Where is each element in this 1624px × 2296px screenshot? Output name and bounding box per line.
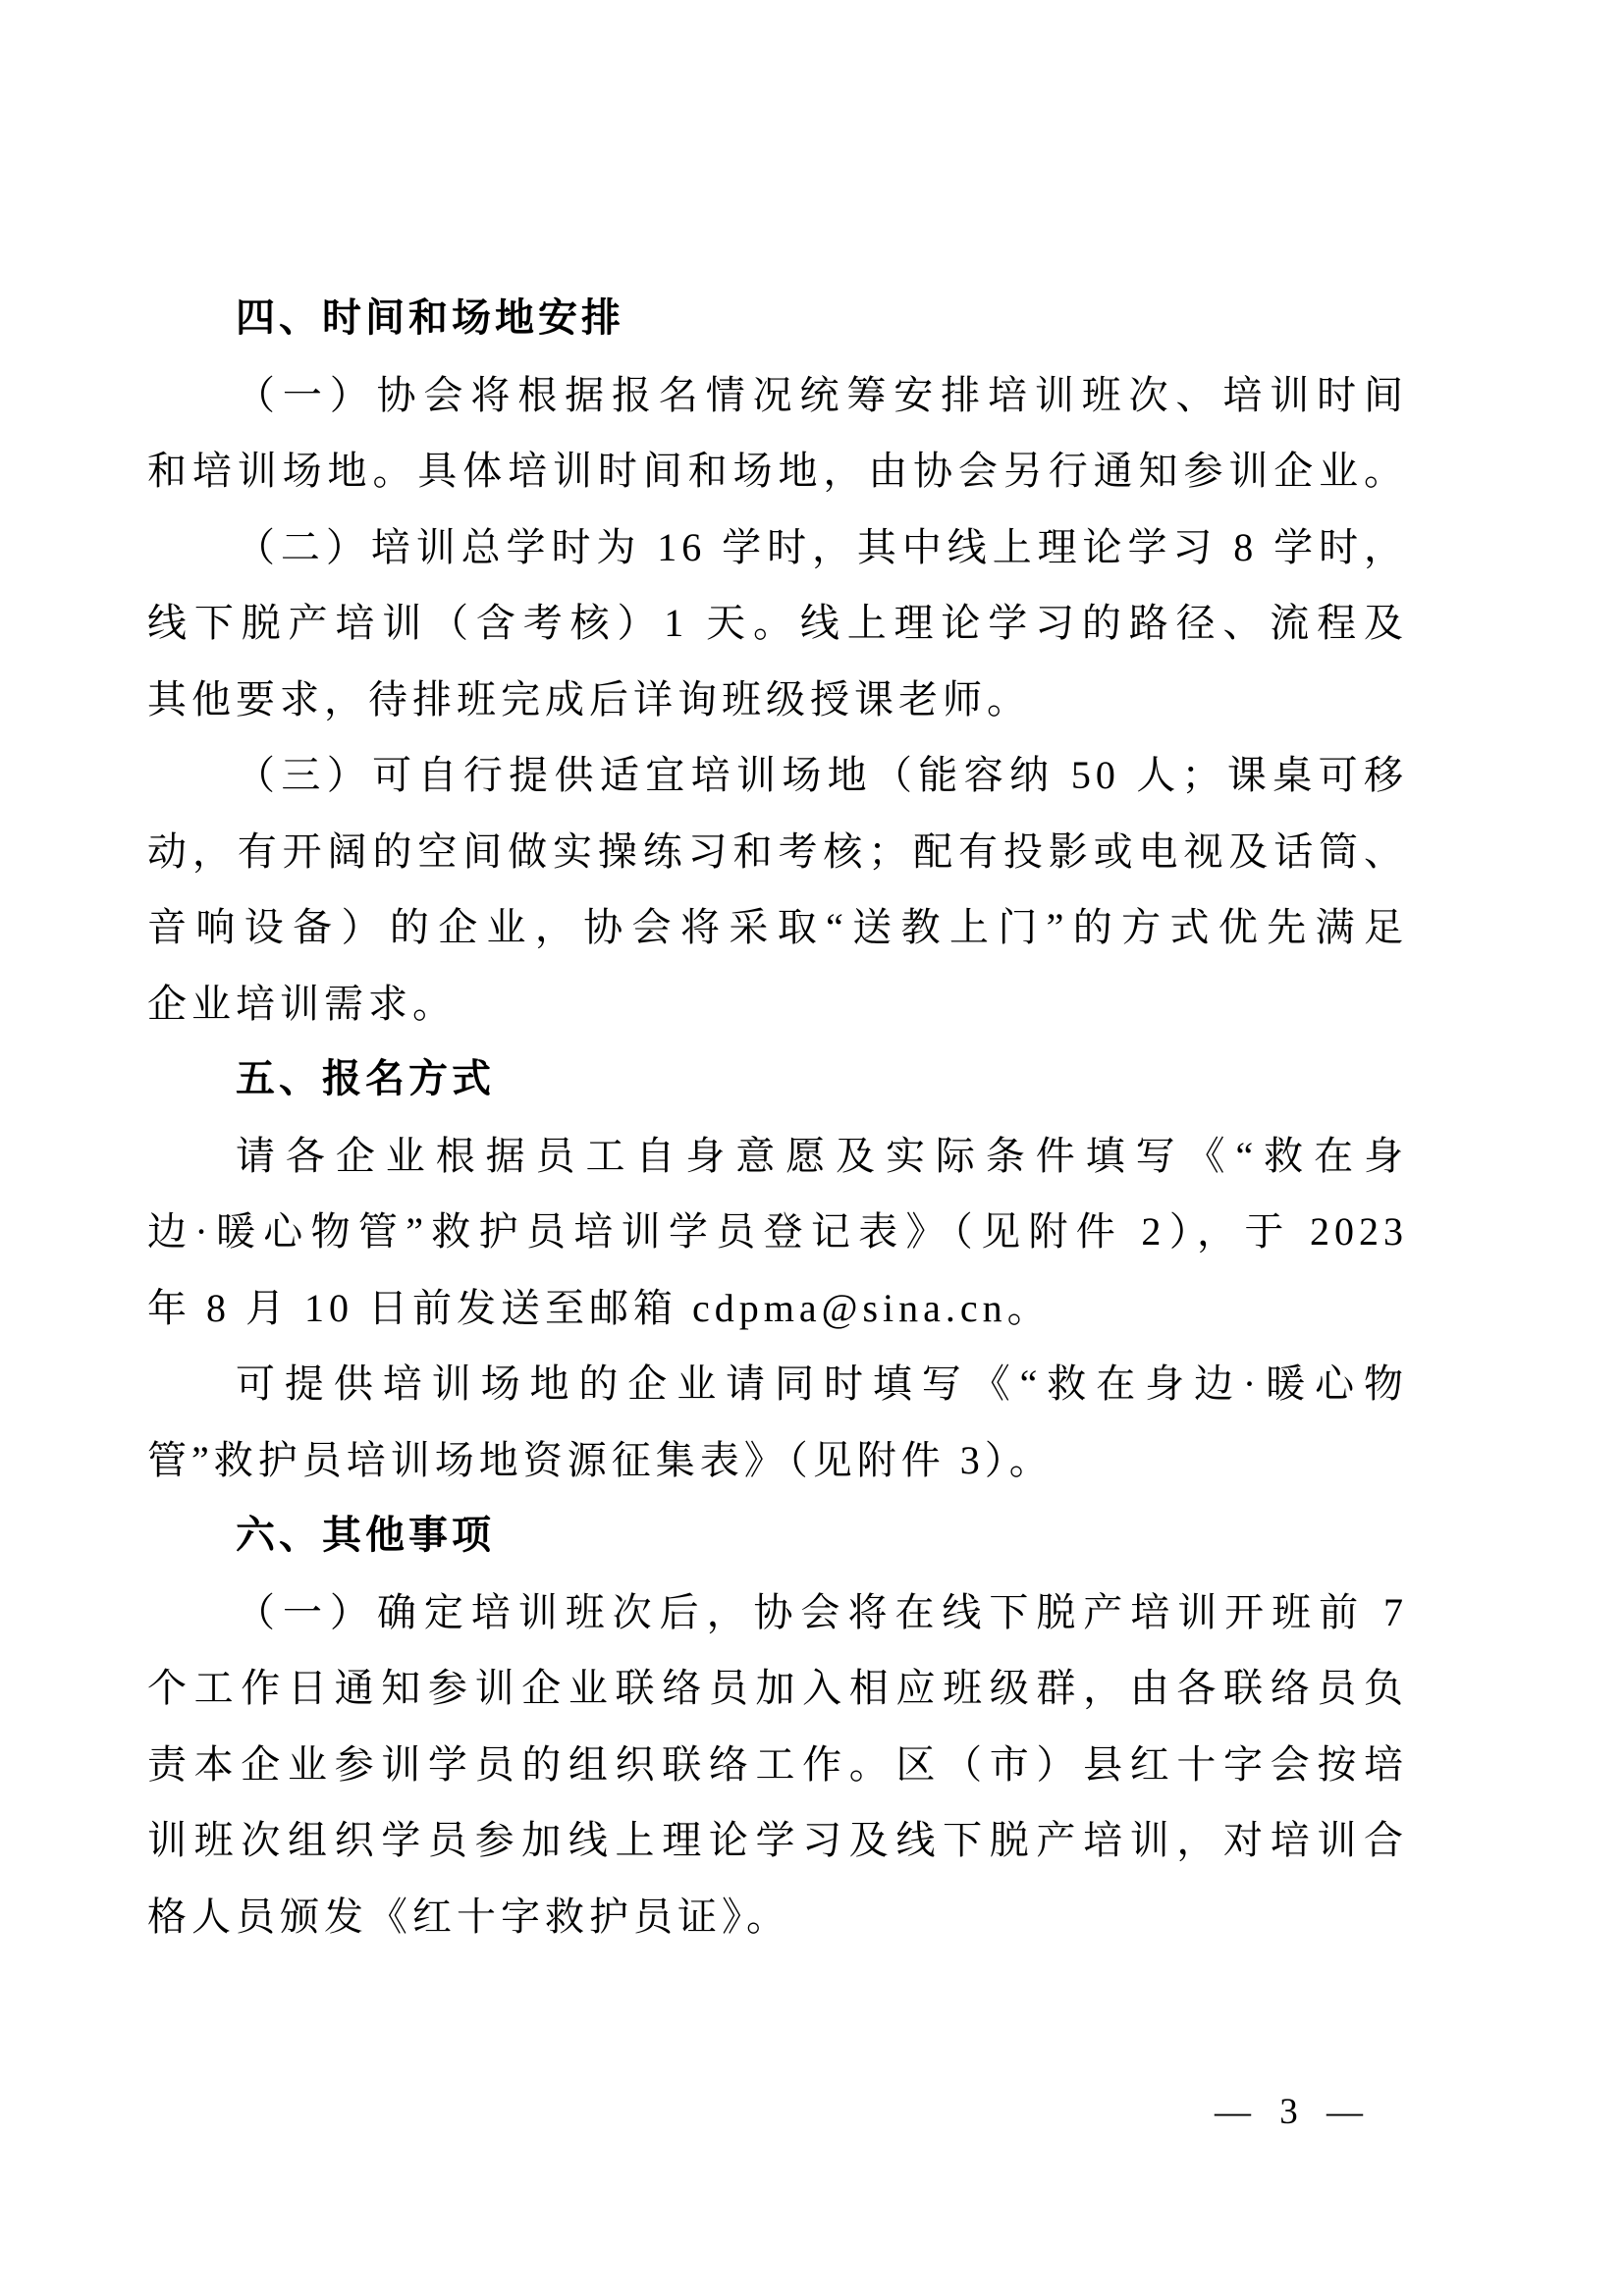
text-line: 音响设备）的企业，协会将采取“送教上门”的方式优先满足 xyxy=(147,905,1408,949)
text-line: 责本企业参训学员的组织联络工作。区（市）县红十字会按培 xyxy=(147,1741,1408,1787)
text-line: 训班次组织学员参加线上理论学习及线下脱产培训，对培训合 xyxy=(147,1818,1408,1862)
text-line: （二）培训总学时为 16 学时，其中线上理论学习 8 学时， xyxy=(236,524,1408,569)
text-line: （三）可自行提供适宜培训场地（能容纳 50 人；课桌可移 xyxy=(236,753,1408,797)
text-line: 可提供培训场地的企业请同时填写《“救在身边·暖心物 xyxy=(236,1362,1408,1406)
text-line: 管”救护员培训场地资源征集表》（见附件 3）。 xyxy=(147,1437,1054,1482)
text-line: 请各企业根据员工自身意愿及实际条件填写《“救在身 xyxy=(236,1133,1408,1178)
section-heading: 五、报名方式 xyxy=(236,1057,495,1100)
text-line: （一）确定培训班次后，协会将在线下脱产培训开班前 7 xyxy=(236,1589,1408,1634)
document-body xyxy=(147,281,1408,1954)
page-number: — 3 — xyxy=(1215,2092,1373,2132)
text-line: 边·暖心物管”救护员培训学员登记表》（见附件 2），于 2023 xyxy=(147,1209,1408,1254)
text-line: 线下脱产培训（含考核）1 天。线上理论学习的路径、流程及 xyxy=(147,601,1408,645)
text-line: 动，有开阔的空间做实操练习和考核；配有投影或电视及话筒、 xyxy=(147,828,1408,874)
text-line: 和培训场地。具体培训时间和场地，由协会另行通知参训企业。 xyxy=(147,449,1408,493)
text-line: 其他要求，待排班完成后详询班级授课老师。 xyxy=(147,676,1031,721)
text-line: 年 8 月 10 日前发送至邮箱 cdpma@sina.cn。 xyxy=(147,1285,1052,1330)
section-heading: 六、其他事项 xyxy=(236,1514,495,1557)
text-line: （一）协会将根据报名情况统筹安排培训班次、培训时间 xyxy=(236,372,1408,417)
section-heading: 四、时间和场地安排 xyxy=(236,296,624,340)
text-line: 企业培训需求。 xyxy=(147,981,457,1026)
text-line: 格人员颁发《红十字救护员证》。 xyxy=(147,1894,790,1939)
text-line: 个工作日通知参训企业联络员加入相应班级群，由各联络员负 xyxy=(147,1666,1408,1710)
